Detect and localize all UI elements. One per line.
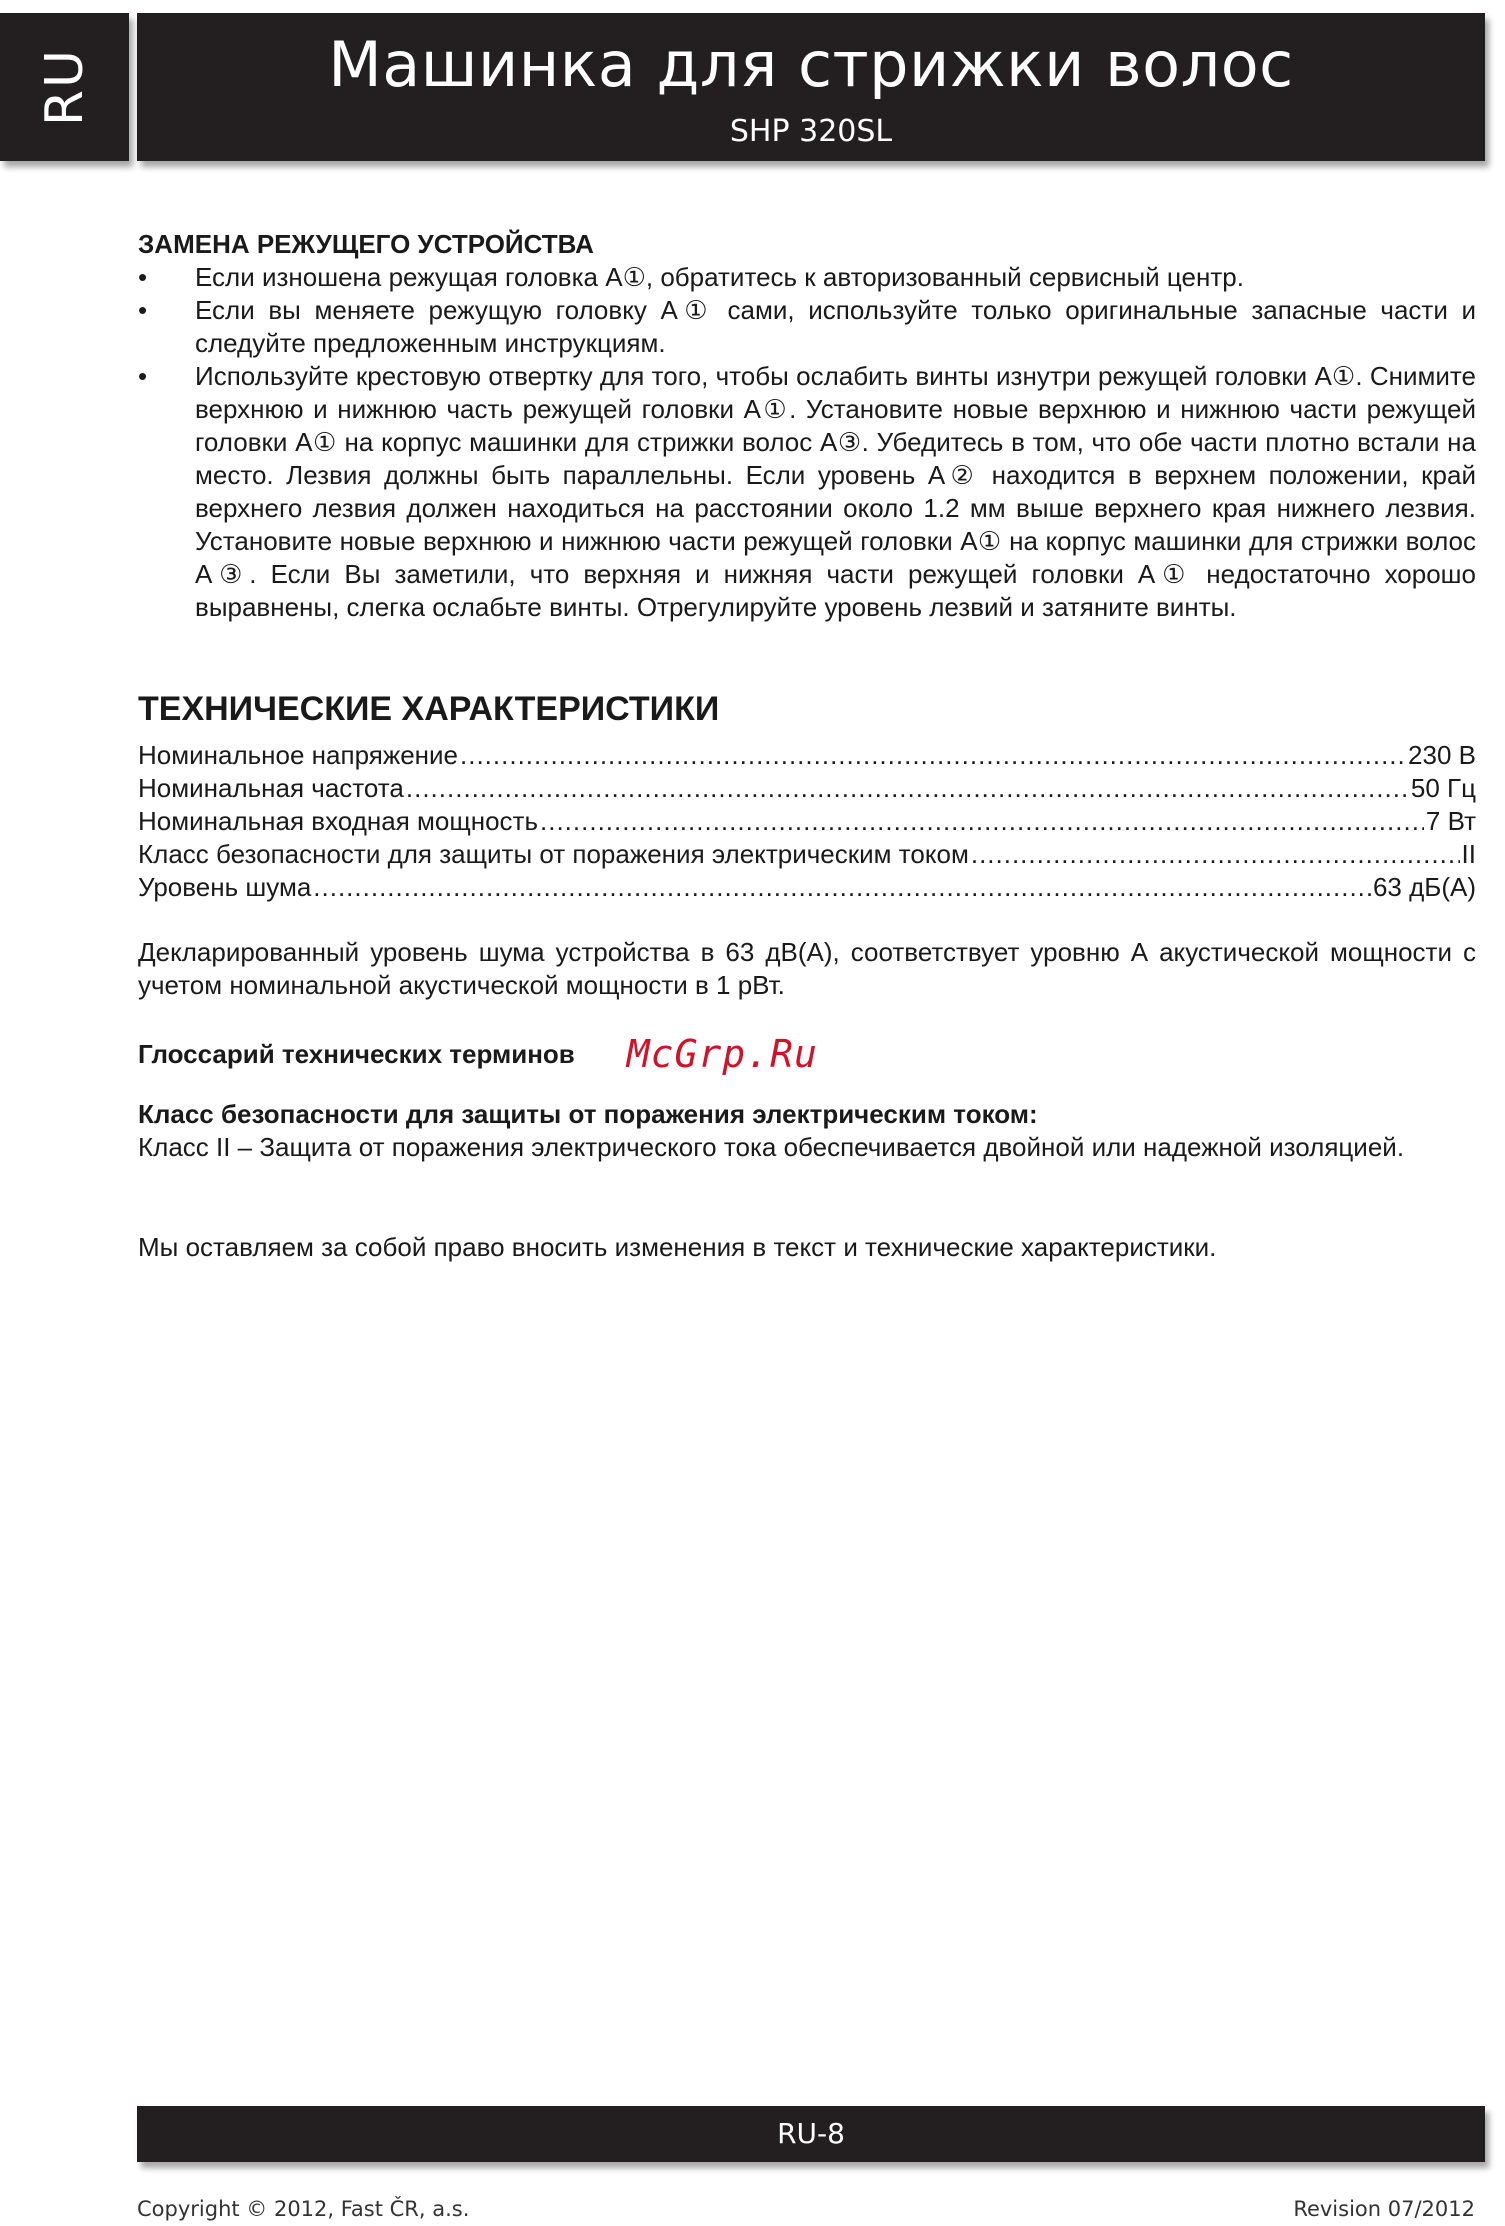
spec-label: Номинальная входная мощность bbox=[138, 806, 538, 836]
page-number: RU-8 bbox=[777, 2117, 845, 2150]
spec-row bbox=[138, 739, 1476, 772]
spec-label: Номинальное напряжение bbox=[138, 740, 459, 770]
spec-label: Уровень шума bbox=[138, 872, 312, 902]
replacement-heading: ЗАМЕНА РЕЖУЩЕГО УСТРОЙСТВА bbox=[138, 229, 594, 259]
bullet-item: • Используйте крестовую отвертку для того, чтобы ослабить винты изнутри режущей головки A①. Снимите верхнюю и нижнюю часть режущей головки A①. Установите новые верхнюю и нижнюю части режущей головки A① на корпус машинки для стрижки волос A③. Убедитесь в том, что обе части плотно встали на место. Лезвия должны быть параллельны. Если уровень A② находится в верхнем положении, край верхнего лезвия должен находиться на расстоянии около 1.2 мм выше верхнего края нижнего лезвия. Установите новые верхнюю и нижнюю части режущей головки A① на корпус машинки для стрижки волос A③. Если Вы заметили, что верхняя и нижняя части режущей головки A① недостаточно хорошо выравнены, слегка ослабьте винты. Отрегулируйте уровень лезвий и затяните винты. bbox=[138, 360, 1476, 624]
spec-row bbox=[138, 871, 1476, 904]
class-title: Класс безопасности для защиты от поражения электрическим током: bbox=[138, 1099, 1038, 1129]
revision: Revision 07/2012 bbox=[1293, 2197, 1475, 2221]
main-content bbox=[138, 228, 1476, 1264]
bullet-item: • Если вы меняете режущую головку A① сами, используйте только оригинальные запасные части и следуйте предложенным инструкциям. bbox=[138, 294, 1476, 360]
copyright: Copyright © 2012, Fast ČR, a.s. bbox=[137, 2197, 470, 2221]
spec-row bbox=[138, 772, 1476, 805]
spec-value: 7 Вт bbox=[1425, 806, 1476, 836]
spec-row bbox=[138, 805, 1476, 838]
replacement-bullets bbox=[138, 261, 1476, 624]
dot-leader bbox=[406, 772, 1409, 805]
specs-heading: ТЕХНИЧЕСКИЕ ХАРАКТЕРИСТИКИ bbox=[138, 690, 720, 728]
noise-note: Декларированный уровень шума устройства в 63 дВ(А), соответствует уровню А акустической мощности с учетом номинальной акустической мощности в 1 рВт. bbox=[138, 937, 1476, 1000]
glossary-title: Глоссарий технических терминов bbox=[138, 1038, 575, 1069]
class-description: Класс II – Защита от поражения электрического тока обеспечивается двойной или надежной изоляцией. bbox=[138, 1132, 1405, 1162]
dot-leader bbox=[540, 805, 1424, 838]
header-bar bbox=[137, 13, 1485, 161]
spec-value: 50 Гц bbox=[1410, 773, 1476, 803]
spec-value: II bbox=[1461, 839, 1476, 869]
page-number-bar bbox=[137, 2106, 1485, 2162]
spec-value: 63 дБ(A) bbox=[1372, 872, 1476, 902]
spec-label: Класс безопасности для защиты от поражения электрическим током bbox=[138, 839, 969, 869]
dot-leader bbox=[313, 871, 1371, 904]
dot-leader bbox=[971, 838, 1460, 871]
spec-value: 230 В bbox=[1408, 740, 1476, 770]
model-number: SHP 320SL bbox=[729, 114, 893, 149]
glossary-header bbox=[138, 1034, 1476, 1074]
specs-table bbox=[138, 739, 1476, 904]
spec-label: Номинальная частота bbox=[138, 773, 404, 803]
dot-leader bbox=[460, 739, 1406, 772]
disclaimer: Мы оставляем за собой право вносить изменения в текст и технические характеристики. bbox=[138, 1232, 1217, 1262]
bullet-item: • Если изношена режущая головка A①, обратитесь к авторизованный сервисный центр. bbox=[138, 261, 1476, 294]
spec-row bbox=[138, 838, 1476, 871]
page-title: Машинка для стрижки волос bbox=[328, 28, 1294, 101]
language-code: RU bbox=[34, 47, 95, 127]
language-tab bbox=[0, 13, 129, 161]
watermark-link[interactable]: McGrp.Ru bbox=[626, 1032, 818, 1076]
